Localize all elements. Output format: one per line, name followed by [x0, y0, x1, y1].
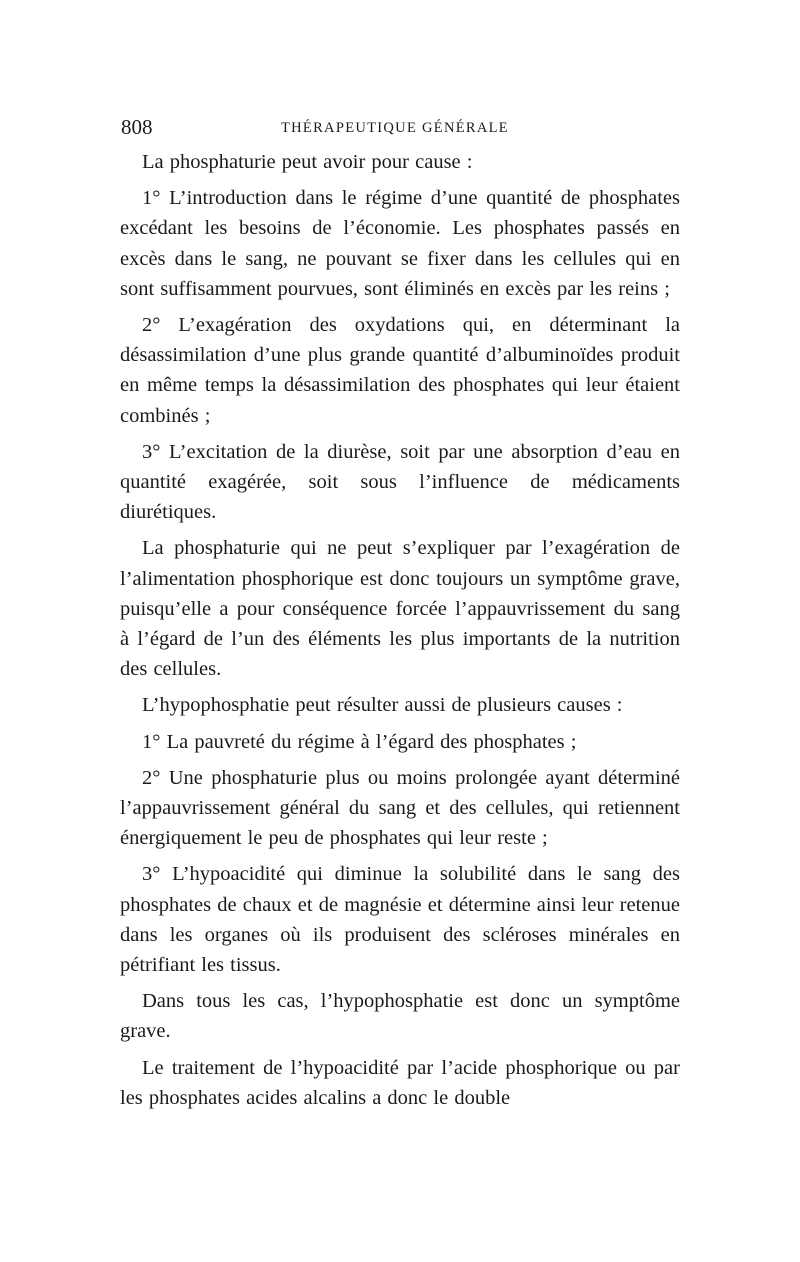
- paragraph-hypo-cause-1: 1° La pauvreté du régime à l’égard des phosphates ;: [142, 730, 577, 753]
- paragraph-phosphaturie-causes: La phosphaturie peut avoir pour cause :: [142, 151, 473, 173]
- paragraph-hypophosphatie-causes: L’hypophosphatie peut résulter aussi de plusieurs causes :: [142, 694, 623, 717]
- body-text: [120, 147, 680, 1119]
- paragraph-cause-2: 2° L’exagération des oxydations qui, en déterminant la désassimilation d’une plus grande quantité d’albuminoïdes produit en même temps la désassimilation des phosphates qui leur étaient combinés ;: [120, 314, 680, 427]
- paragraph-cause-1: 1° L’introduction dans le régime d’une quantité de phosphates excédant les besoins de l’économie. Les phosphates passés en excès dans le sang, ne pouvant se fixer dans les cellules qui en sont suffisamment pourvues, sont éliminés en excès par les reins ;: [120, 187, 680, 300]
- paragraph-hypo-cause-2: 2° Une phosphaturie plus ou moins prolongée ayant déterminé l’appauvrissement général du sang et des cellules, qui retiennent énergiquement le peu de phosphates qui leur reste ;: [120, 766, 680, 850]
- paragraph-traitement: Le traitement de l’hypoacidité par l’acide phosphorique ou par les phosphates acides alcalins a donc le double: [120, 1056, 680, 1109]
- running-title: THÉRAPEUTIQUE GÉNÉRALE: [281, 120, 509, 136]
- paragraph-cause-3: 3° L’excitation de la diurèse, soit par une absorption d’eau en quantité exagérée, soit sous l’influence de médicaments diurétiques.: [120, 440, 680, 524]
- paragraph-symptom-grave: La phosphaturie qui ne peut s’expliquer par l’exagération de l’alimentation phosphorique est donc toujours un symptôme grave, puisqu’elle a pour conséquence forcée l’appauvrissement du sang à l’égard de l’un des éléments les plus importants de la nutrition des cellules.: [120, 537, 680, 681]
- running-head: [121, 114, 681, 140]
- paragraph-hypo-cause-3: 3° L’hypoacidité qui diminue la solubilité dans le sang des phosphates de chaux et de magnésie et détermine ainsi leur retenue dans les organes où ils produisent des scléroses minérales en pétrifiant les tissus.: [120, 863, 680, 977]
- page-number: 808: [121, 115, 153, 139]
- paragraph-conclusion: Dans tous les cas, l’hypophosphatie est donc un symptôme grave.: [120, 990, 680, 1043]
